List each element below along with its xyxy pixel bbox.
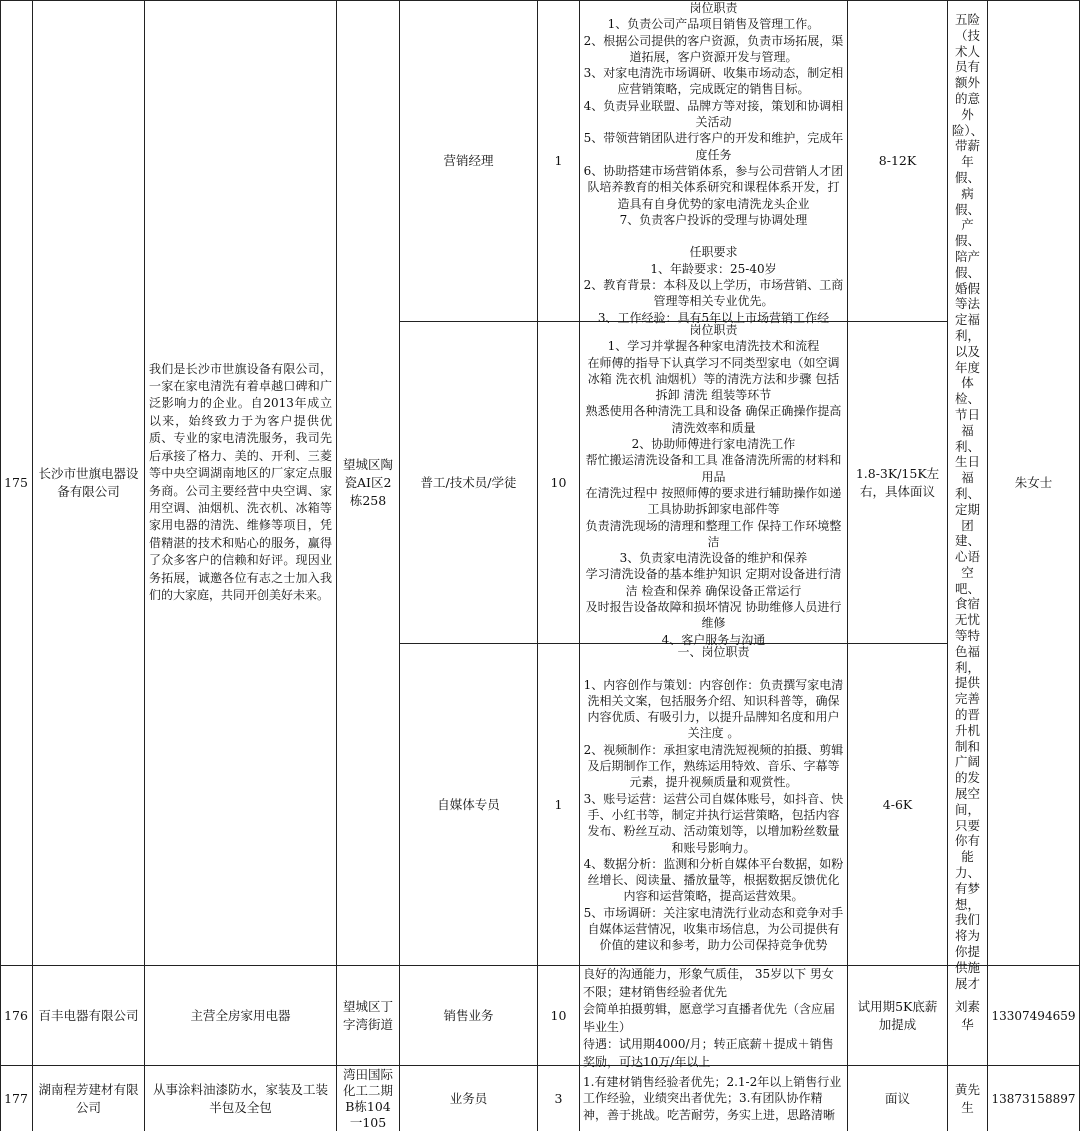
row-177-company: 湖南程芳建材有限公司 xyxy=(33,1066,145,1131)
row-175-company: 长沙市世旗电器设备有限公司 xyxy=(33,0,145,966)
job-media-specialist-title: 自媒体专员 xyxy=(400,644,538,966)
job-media-specialist-duties: 一、岗位职责 1、内容创作与策划：内容创作：负责撰写家电清洗相关文案，包括服务介绍、知识科普等，确保内容优质、有吸引力，以提升品牌知名度和用户关注度 。 2、视频制作：承担家电清洗短视频的拍摄、剪辑及后期制作工作，熟练运用特效、音乐、字幕等元素，提升视频质量和观赏性。 3、账号运营：运营公司自媒体账号，如抖音、快手、小红书等，制定并执行运营策略，包括内容发布、粉丝互动、活动策划等，以增加粉丝数量和账号影响力。 4、数据分析：监测和分析自媒体平台数据，如粉丝增长、阅读量、播放量等，根据数据反馈优化内容和运营策略，提高运营效果。 5、市场调研：关注家电清洗行业动态和竞争对手自媒体运营情况，收集市场信息，为公司提供有价值的建议和参考，助力公司保持竞争优势 xyxy=(580,644,848,966)
row-177-salary: 面议 xyxy=(848,1066,948,1131)
job-marketing-manager-duties: 岗位职责 1、负责公司产品项目销售及管理工作。 2、根据公司提供的客户资源，负责市场拓展，渠道拓展，客户资源开发与管理。 3、对家电清洗市场调研、收集市场动态，制定相应营销策略，完成既定的销售目标。 4、负责异业联盟、品牌方等对接，策划和协调相关活动 5、带领营销团队进行客户的开发和维护，完成年度任务 6、协助搭建市场营销体系，参与公司营销人才团队培养教育的相关体系研究和课程体系开发，打造具有自身优势的家电清洗龙头企业 7、负责客户投诉的受理与协调处理 任职要求 1、年龄要求：25-40岁 2、教育背景：本科及以上学历，市场营销、工商管理等相关专业优先。 3、工作经验：具有5年以上市场营销工作经 xyxy=(580,0,848,322)
row-175-address: 望城区陶瓷AI区2栋258 xyxy=(337,0,400,966)
job-technician-count: 10 xyxy=(538,322,580,644)
row-177-title: 业务员 xyxy=(400,1066,538,1131)
row-177-duties: 1.有建材销售经验者优先；2.1-2年以上销售行业工作经验，业绩突出者优先；3.有团队协作精神，善于挑战。吃苦耐劳，务实上进，思路清晰 xyxy=(580,1066,848,1131)
row-177-address: 湾田国际化工二期B栋104一105 xyxy=(337,1066,400,1131)
row-175-no: 175 xyxy=(0,0,33,966)
row-176-salary: 试用期5K底薪加提成 xyxy=(848,966,948,1066)
job-technician-duties: 岗位职责 1、学习并掌握各种家电清洗技术和流程 在师傅的指导下认真学习不同类型家电（如空调 冰箱 洗衣机 油烟机）等的清洗方法和步骤 包括拆卸 清洗 组装等环节 熟悉使用各种清洗工具和设备 确保正确操作提高清洗效率和质量 2、协助师傅进行家电清洗工作 帮忙搬运清洗设备和工具 准备清洗所需的材料和用品 在清洗过程中 按照师傅的要求进行辅助操作如递工具协助拆卸家电部件等 负责清洗现场的清理和整理工作 保持工作环境整洁 3、负责家电清洗设备的维护和保养 学习清洗设备的基本维护知识 定期对设备进行清洁 检查和保养 确保设备正常运行 及时报告设备故障和损坏情况 协助维修人员进行维修 4、客户服务与沟通 xyxy=(580,322,848,644)
row-175-contact: 朱女士 xyxy=(988,0,1080,966)
job-marketing-manager-count: 1 xyxy=(538,0,580,322)
row-176-duties: 良好的沟通能力，形象气质佳， 35岁以下 男女不限；建材销售经验者优先 会简单拍摄剪辑，愿意学习直播者优先（含应届毕业生） 待遇：试用期4000/月；转正底薪＋提成＋销售奖励，可达10万/年以上 xyxy=(580,966,848,1066)
job-marketing-manager-salary: 8-12K xyxy=(848,0,948,322)
row-177-no: 177 xyxy=(0,1066,33,1131)
row-176-count: 10 xyxy=(538,966,580,1066)
row-177-phone: 13873158897 xyxy=(988,1066,1080,1131)
job-technician-title: 普工/技术员/学徒 xyxy=(400,322,538,644)
row-176-no: 176 xyxy=(0,966,33,1066)
row-177-description: 从事涂料油漆防水，家装及工装半包及全包 xyxy=(145,1066,337,1131)
row-175-benefits: 五险（技术人员有额外的意外险）、带薪年假、病假、产假、陪产假、婚假等法定福利，以及年度体检、节日福利、生日福利、定期团建、心语空吧、食宿无忧等特色福利，提供完善的晋升机制和广阔的发展空间，只要你有能力、有梦想，我们将为你提供施展才 xyxy=(948,0,988,966)
job-technician-salary: 1.8-3K/15K左右，具体面议 xyxy=(848,322,948,644)
row-175-description: 我们是长沙市世旗设备有限公司，一家在家电清洗有着卓越口碑和广泛影响力的企业。自2013年成立以来，始终致力于为客户提供优质、专业的家电清洗服务，我司先后承接了格力、美的、开利、三菱等中央空调湖南地区的厂家定点服务商。公司主要经营中央空调、家用空调、油烟机、洗衣机、冰箱等家用电器的清洗、维修等项目，凭借精湛的技术和贴心的服务，赢得了众多客户的信赖和好评。现因业务拓展，诚邀各位有志之士加入我们的大家庭，共同开创美好未来。 xyxy=(145,0,337,966)
row-176-contact: 刘素华 xyxy=(948,966,988,1066)
row-177-count: 3 xyxy=(538,1066,580,1131)
row-176-description: 主营全房家用电器 xyxy=(145,966,337,1066)
row-176-company: 百丰电器有限公司 xyxy=(33,966,145,1066)
job-media-specialist-salary: 4-6K xyxy=(848,644,948,966)
job-media-specialist-count: 1 xyxy=(538,644,580,966)
row-176-title: 销售业务 xyxy=(400,966,538,1066)
row-176-phone: 13307494659 xyxy=(988,966,1080,1066)
job-marketing-manager-title: 营销经理 xyxy=(400,0,538,322)
row-177-contact: 黄先生 xyxy=(948,1066,988,1131)
row-176-address: 望城区丁字湾街道 xyxy=(337,966,400,1066)
